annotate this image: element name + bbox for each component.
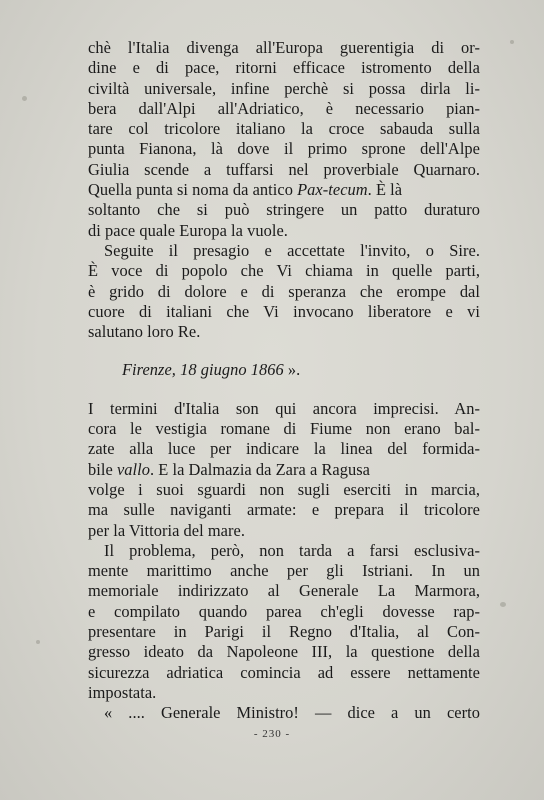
paper-speck bbox=[510, 40, 514, 44]
text-line: cora le vestigia romane di Fiume non erano bal- bbox=[88, 419, 480, 439]
text-line: e compilato quando parea ch'egli dovesse rap- bbox=[88, 601, 480, 621]
date-text: Firenze, 18 giugno 1866 bbox=[122, 360, 284, 380]
text-line: di pace quale Europa la vuole. bbox=[88, 220, 288, 240]
text-line: Seguite il presagio e accettate l'invito, o Sire. bbox=[104, 240, 480, 260]
text-line: bera dall'Alpi all'Adriatico, è necessario pian- bbox=[88, 98, 480, 118]
page-number: - 230 - bbox=[253, 728, 291, 740]
text-line: impostata. bbox=[88, 682, 157, 702]
text-line: mente marittimo anche per gli Istriani. In un bbox=[88, 561, 480, 581]
text-line bbox=[88, 460, 480, 480]
text-line: dine e di pace, ritorni efficace istromento della bbox=[88, 58, 480, 78]
text-line: È voce di popolo che Vi chiama in quelle parti, bbox=[88, 261, 480, 281]
text-line: memoriale indirizzato al Generale La Marmora, bbox=[88, 581, 480, 601]
text-line: presentare in Parigi il Regno d'Italia, al Con- bbox=[88, 622, 480, 642]
text-line: Giulia scende a tuffarsi nel proverbiale Quarnaro. bbox=[88, 159, 480, 179]
spacer bbox=[88, 342, 480, 360]
text-line: per la Vittoria del mare. bbox=[88, 520, 245, 540]
text-line: salutano loro Re. bbox=[88, 322, 201, 342]
text-line: punta Fianona, là dove il primo sprone dell'Alpe bbox=[88, 139, 480, 159]
text-run: . È là bbox=[367, 180, 403, 200]
text-line: zate alla luce per indicare la linea del formida- bbox=[88, 439, 480, 459]
dateline bbox=[88, 360, 480, 380]
italic-phrase: vallo bbox=[116, 459, 150, 479]
text-line: è grido di dolore e di speranza che erompe dal bbox=[88, 281, 480, 301]
text-run: Quella punta si noma da antico bbox=[88, 180, 293, 200]
text-line: soltanto che si può stringere un patto duraturo bbox=[88, 200, 480, 220]
text-line: chè l'Italia divenga all'Europa guerentigia di or- bbox=[88, 38, 480, 57]
text-run: ». bbox=[283, 360, 301, 380]
paper-speck bbox=[500, 602, 506, 607]
paper-speck bbox=[22, 96, 27, 101]
spacer bbox=[88, 381, 480, 399]
text-line: ma sulle naviganti armate: e prepara il tricolore bbox=[88, 500, 480, 520]
text-line: Il problema, però, non tarda a farsi esclusiva- bbox=[104, 540, 480, 560]
text-line: volge i suoi sguardi non sugli eserciti in marcia, bbox=[88, 479, 480, 499]
text-line: sicurezza adriatica comincia ad essere nettamente bbox=[88, 662, 480, 682]
text-line: civiltà universale, infine perchè si possa dirla li- bbox=[88, 78, 480, 98]
text-line bbox=[88, 180, 480, 200]
text-run: bile bbox=[88, 459, 113, 479]
text-line: « .... Generale Ministro! — dice a un certo bbox=[104, 703, 480, 723]
text-line: gresso ideato da Napoleone III, la questione della bbox=[88, 642, 480, 662]
text-line: I termini d'Italia son qui ancora imprecisi. An- bbox=[88, 398, 480, 418]
text-run: . E la Dalmazia da Zara a Ragusa bbox=[149, 459, 371, 479]
body-text bbox=[88, 38, 480, 724]
text-line: cuore di italiani che Vi invocano liberatore e vi bbox=[88, 301, 480, 321]
text-line: tare col tricolore italiano la croce sabauda sulla bbox=[88, 119, 480, 139]
paper-speck bbox=[36, 640, 40, 644]
italic-phrase: Pax-tecum bbox=[297, 180, 368, 200]
